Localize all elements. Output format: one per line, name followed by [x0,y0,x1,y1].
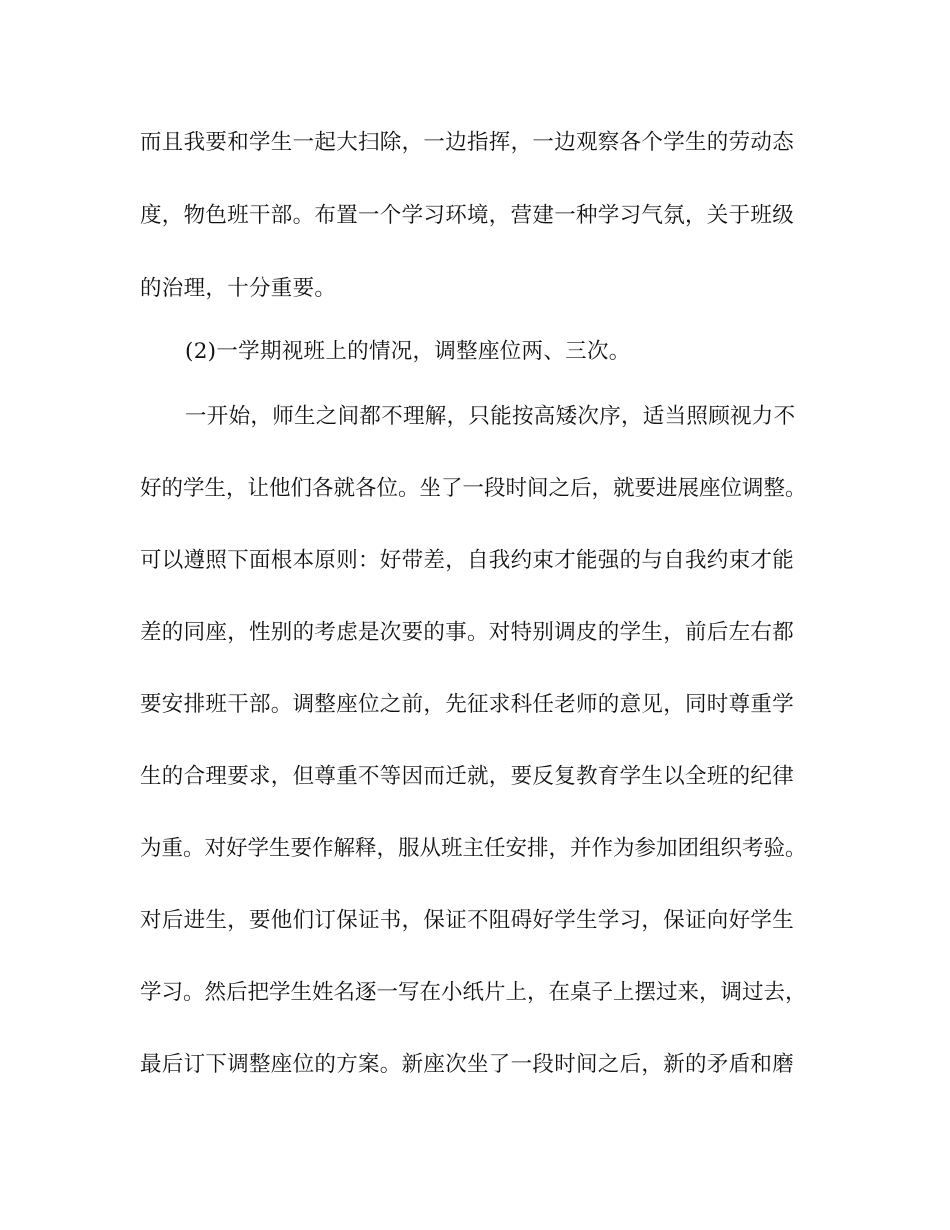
list-item-heading: (2)一学期视班上的情况，调整座位两、三次。 [185,339,631,364]
text-line-3: 的治理，十分重要。 [140,276,337,301]
text-line-10: 生的合理要求，但尊重不等因而迁就，要反复教育学生以全班的纪律 [140,764,795,789]
paragraph-first-line: 一开始，师生之间都不理解，只能按高矮次序，适当照顾视力不 [185,404,796,429]
text-line-6: 好的学生，让他们各就各位。坐了一段时间之后，就要进展座位调整。 [140,476,807,501]
text-line-14: 最后订下调整座位的方案。新座次坐了一段时间之后，新的矛盾和磨 [140,1052,795,1077]
text-line-13: 学习。然后把学生姓名逐一写在小纸片上，在桌子上摆过来，调过去， [140,980,807,1005]
text-line-11: 为重。对好学生要作解释，服从班主任安排，并作为参加团组织考验。 [140,836,807,861]
text-line-9: 要安排班干部。调整座位之前，先征求科任老师的意见，同时尊重学 [140,692,795,717]
text-line-7: 可以遵照下面根本原则：好带差，自我约束才能强的与自我约束才能 [140,548,795,573]
text-line-1: 而且我要和学生一起大扫除，一边指挥，一边观察各个学生的劳动态 [140,130,795,155]
text-line-12: 对后进生，要他们订保证书，保证不阻碍好学生学习，保证向好学生 [140,908,795,933]
text-line-2: 度，物色班干部。布置一个学习环境，营建一种学习气氛，关于班级 [140,203,795,228]
text-line-8: 差的同座，性别的考虑是次要的事。对特别调皮的学生，前后左右都 [140,620,795,645]
